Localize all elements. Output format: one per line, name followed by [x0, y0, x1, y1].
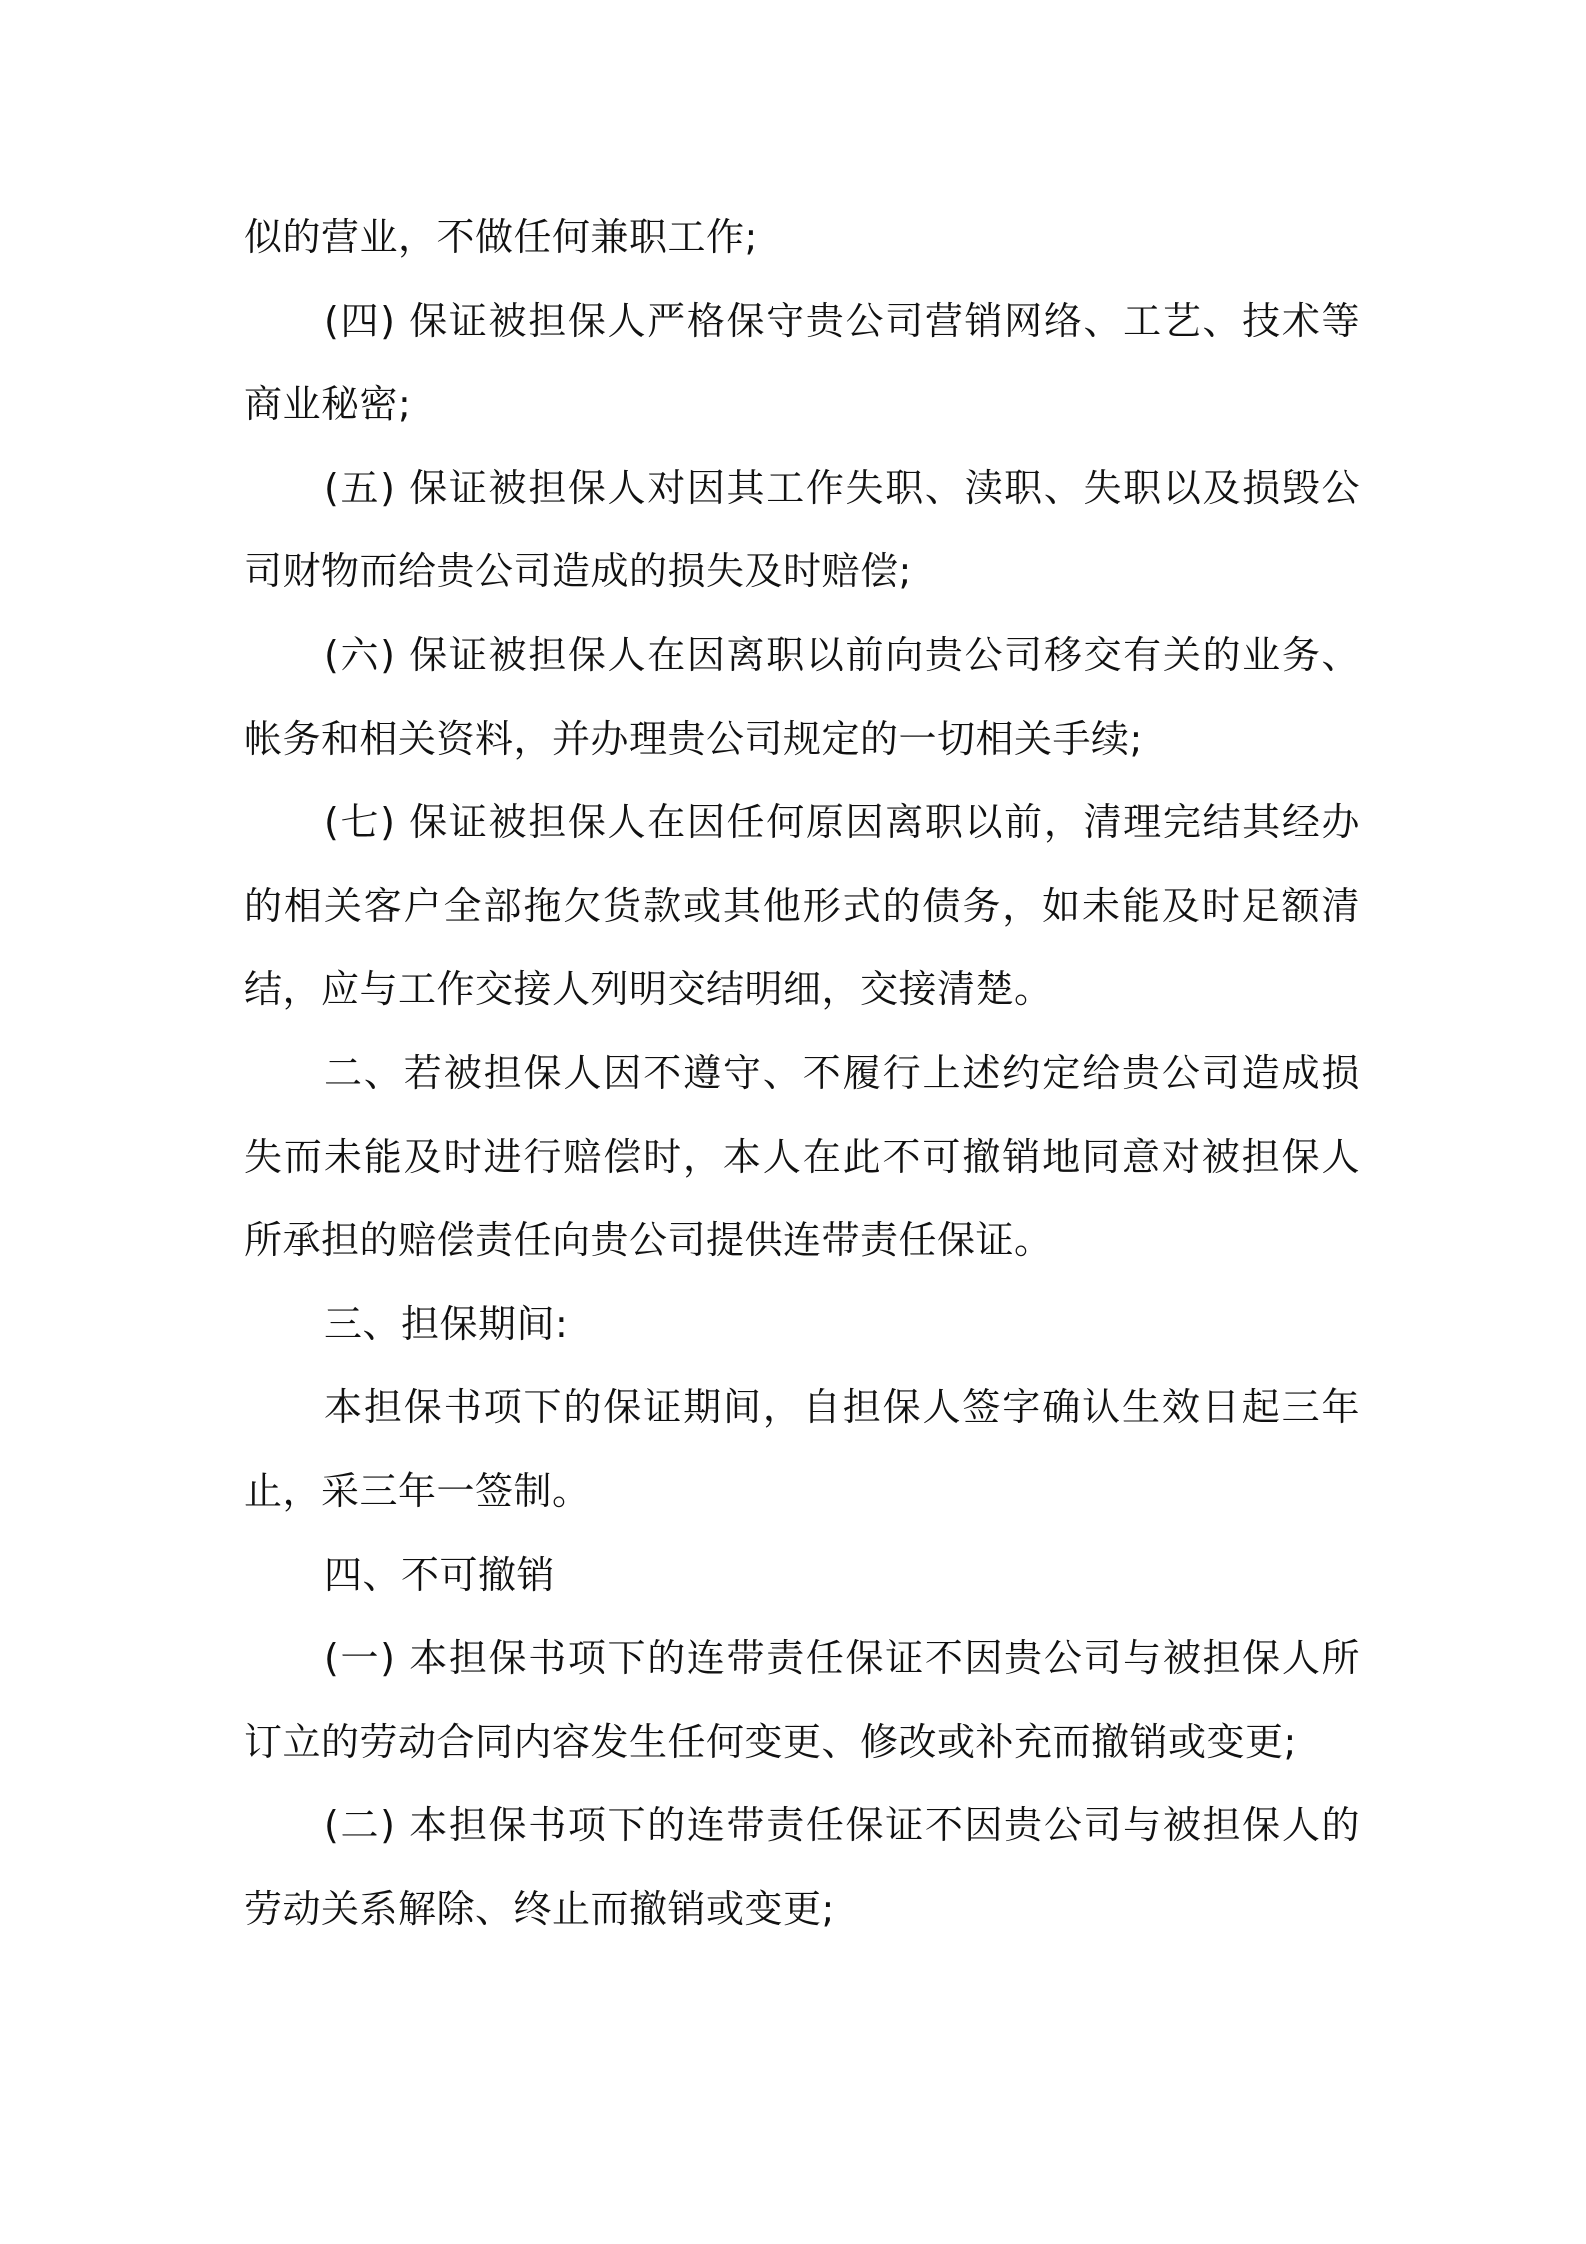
paragraph: 似的营业，不做任何兼职工作;	[244, 215, 758, 259]
paragraph: (二) 本担保书项下的连带责任保证不因贵公司与被担保人的劳动关系解除、终止而撤销或变更;	[244, 1803, 1360, 1931]
section-heading: 三、担保期间:	[324, 1301, 569, 1346]
paragraph: (七) 保证被担保人在因任何原因离职以前，清理完结其经办的相关客户全部拖欠货款或其他形式的债务，如未能及时足额清结，应与工作交接人列明交结明细，交接清楚。	[244, 800, 1360, 1012]
document-body	[244, 196, 1360, 1951]
paragraph: 本担保书项下的保证期间，自担保人签字确认生效日起三年止，采三年一签制。	[244, 1385, 1360, 1513]
paragraph: (四) 保证被担保人严格保守贵公司营销网络、工艺、技术等商业秘密;	[244, 298, 1360, 427]
paragraph: (五) 保证被担保人对因其工作失职、渎职、失职以及损毁公司财物而给贵公司造成的损失及时赔偿;	[244, 465, 1360, 594]
paragraph: (六) 保证被担保人在因离职以前向贵公司移交有关的业务、帐务和相关资料，并办理贵公司规定的一切相关手续;	[244, 632, 1360, 761]
paragraph: (一) 本担保书项下的连带责任保证不因贵公司与被担保人所订立的劳动合同内容发生任何变更、修改或补充而撤销或变更;	[244, 1636, 1360, 1764]
paragraph: 二、若被担保人因不遵守、不履行上述约定给贵公司造成损失而未能及时进行赔偿时，本人在此不可撤销地同意对被担保人所承担的赔偿责任向贵公司提供连带责任保证。	[244, 1050, 1360, 1263]
section-heading: 四、不可撤销	[324, 1552, 556, 1597]
